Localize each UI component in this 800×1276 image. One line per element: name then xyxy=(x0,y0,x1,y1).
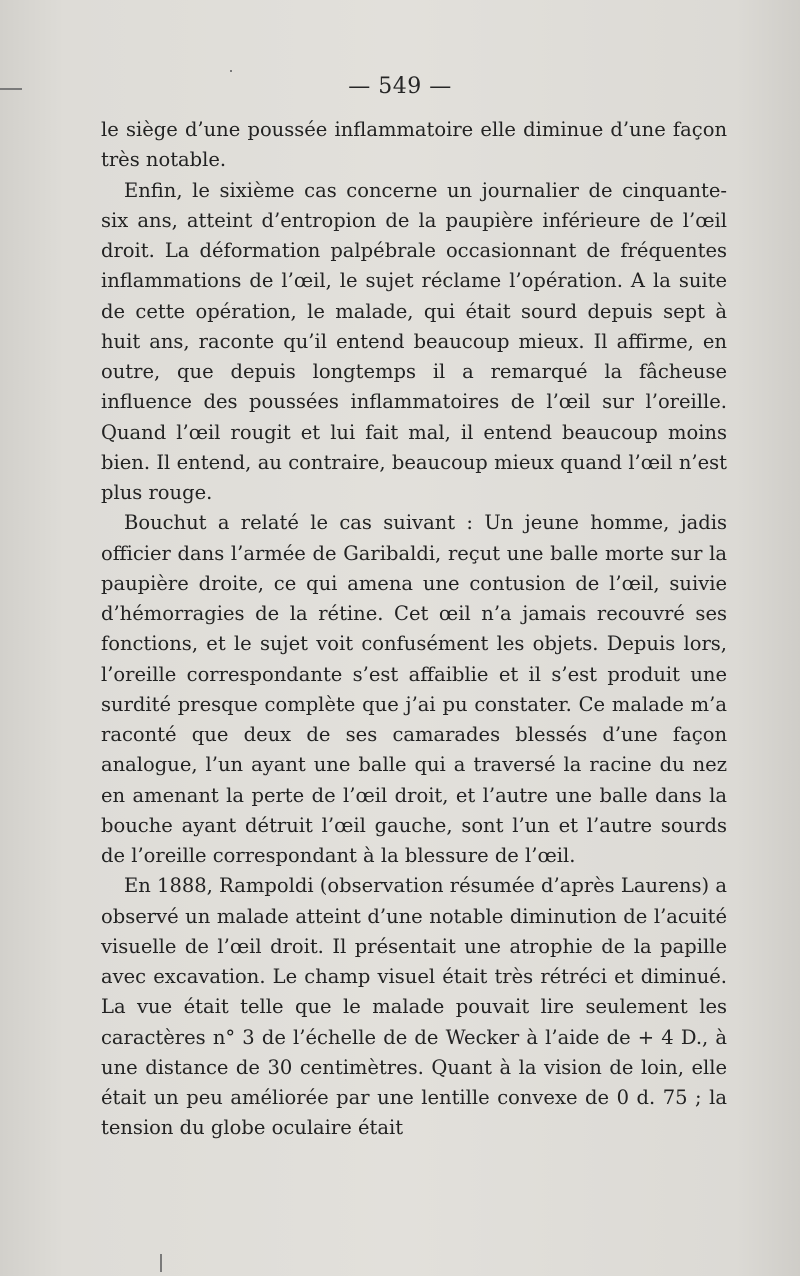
margin-mark xyxy=(160,1254,162,1272)
paragraph: Enfin, le sixième cas concerne un journalier de cinquante-six ans, atteint d’entropion de la paupière inférieure de l’œil droit. La déformation palpébrale occasionnant de fréquentes inflammations de l’œil, le sujet réclame l’opération. A la suite de cette opération, le malade, qui était sourd depuis sept à huit ans, raconte qu’il entend beaucoup mieux. Il affirme, en outre, que depuis longtemps il a remarqué la fâcheuse influence des poussées inflammatoires de l’œil sur l’oreille. Quand l’œil rougit et lui fait mal, il entend beaucoup moins bien. Il entend, au contraire, beaucoup mieux quand l’œil n’est plus rouge. xyxy=(101,178,727,504)
body-text xyxy=(101,115,727,1144)
paragraph: Bouchut a relaté le cas suivant : Un jeune homme, jadis officier dans l’armée de Garibaldi, reçut une balle morte sur la paupière droite, ce qui amena une contusion de l’œil, suivie d’hémorragies de la rétine. Cet œil n’a jamais recouvré ses fonctions, et le sujet voit confusément les objets. Depuis lors, l’oreille correspondante s’est affaiblie et il s’est produit une surdité presque complète que j’ai pu constater. Ce malade m’a raconté que deux de ses camarades blessés d’une façon analogue, l’un ayant une balle qui a traversé la racine du nez en amenant la perte de l’œil droit, et l’autre une balle dans la bouche ayant détruit l’œil gauche, sont l’un et l’autre sourds de l’oreille correspondant à la blessure de l’œil. xyxy=(101,511,727,867)
paragraph: le siège d’une poussée inflammatoire elle diminue d’une façon très notable. xyxy=(101,118,727,172)
margin-mark xyxy=(230,70,232,72)
page-number: — 549 — xyxy=(348,74,452,99)
paragraph: En 1888, Rampoldi (observation résumée d’après Laurens) a observé un malade atteint d’une notable diminution de l’acuité visuelle de l’œil droit. Il présentait une atrophie de la papille avec excavation. Le champ visuel était très rétréci et diminué. La vue était telle que le malade pouvait lire seulement les caractères n° 3 de l’échelle de de Wecker à l’aide de + 4 D., à une distance de 30 centimètres. Quant à la vision de loin, elle était un peu améliorée par une lentille convexe de 0 d. 75 ; la tension du globe oculaire était xyxy=(101,874,727,1140)
